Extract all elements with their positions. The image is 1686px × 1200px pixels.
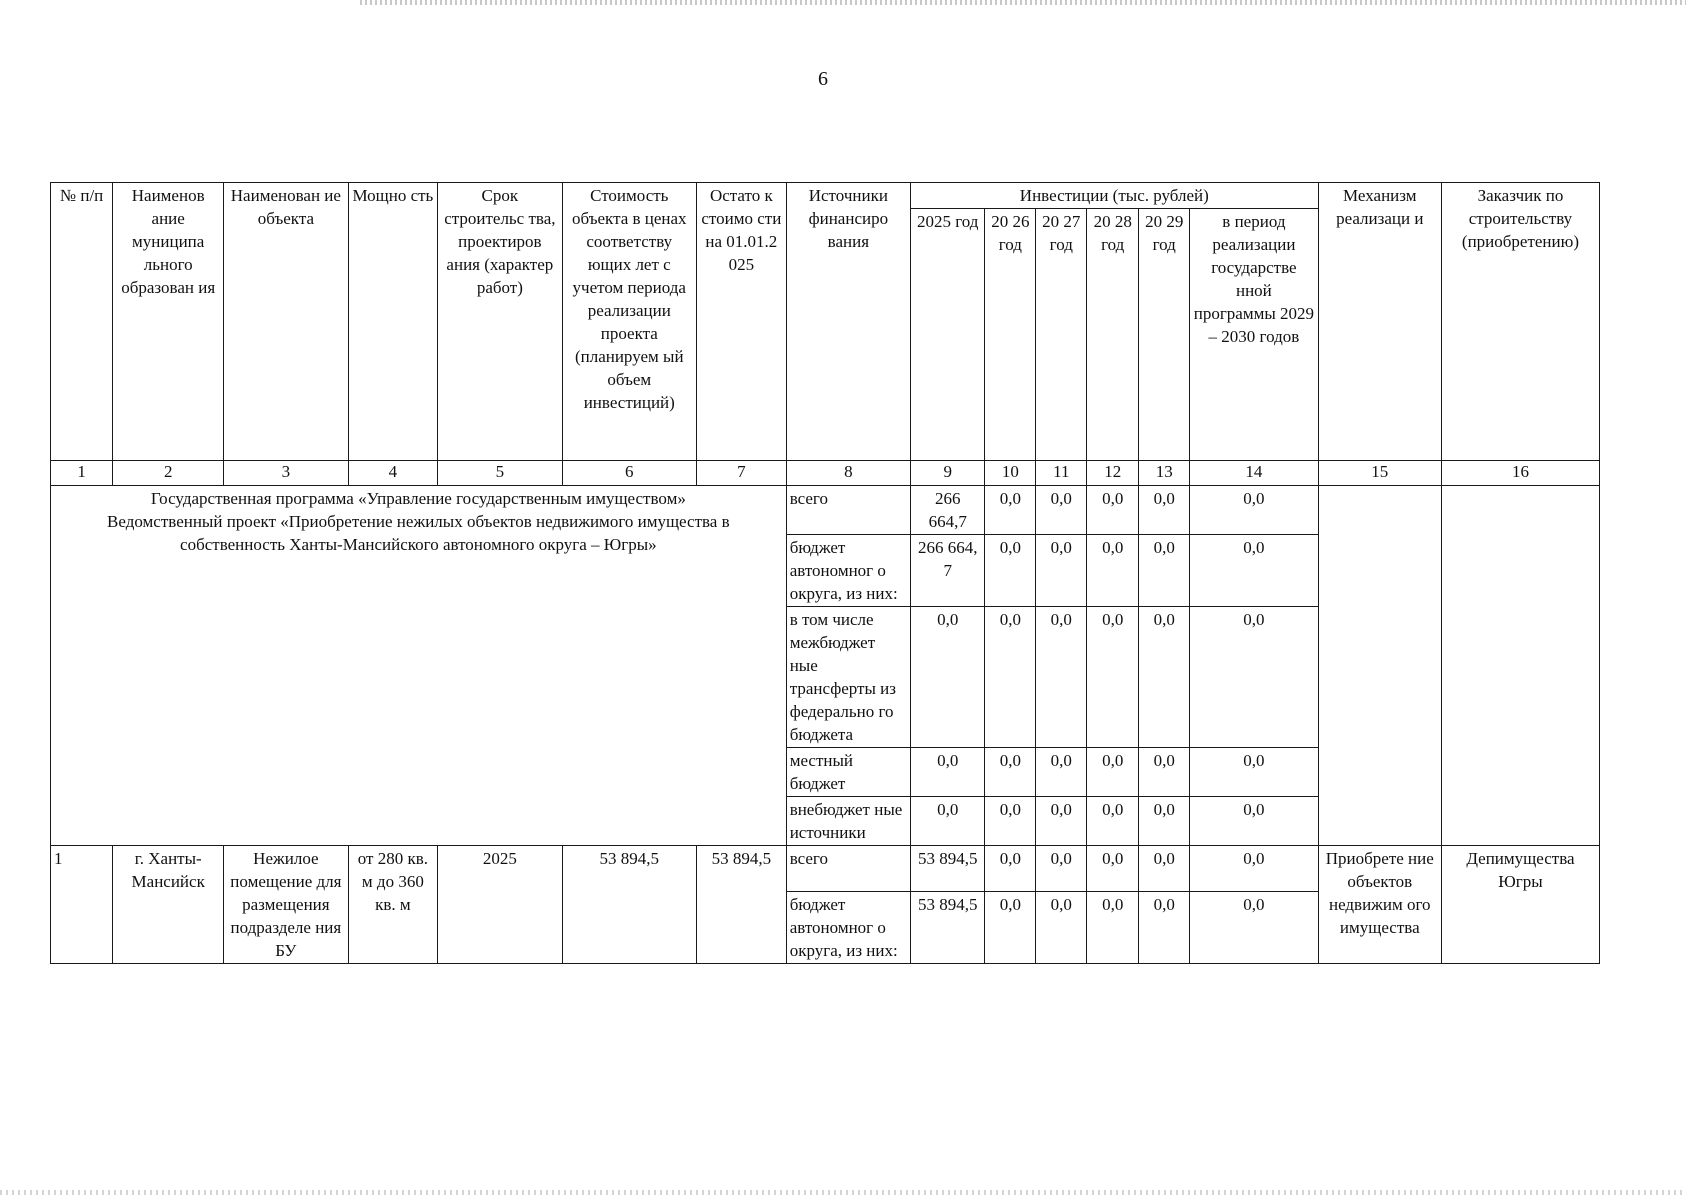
- object-customer: Депимущества Югры: [1441, 846, 1599, 964]
- column-number: 11: [1036, 461, 1087, 486]
- header-cost: Стоимость объекта в ценах соответству ющих лет с учетом периода реализации проекта (планируем ый объем инвестиций): [562, 183, 697, 461]
- object-value: 0,0: [1139, 846, 1190, 892]
- header-sources: Источники финансиро вания: [786, 183, 910, 461]
- object-capacity: от 280 кв. м до 360 кв. м: [348, 846, 438, 964]
- program-value: 0,0: [985, 797, 1036, 846]
- program-value: 0,0: [1036, 607, 1087, 748]
- object-value: 0,0: [1190, 846, 1318, 892]
- header-customer: Заказчик по строительству (приобретению): [1441, 183, 1599, 461]
- program-value: 0,0: [985, 535, 1036, 607]
- column-number: 13: [1139, 461, 1190, 486]
- object-value: 0,0: [985, 846, 1036, 892]
- object-source: всего: [786, 846, 910, 892]
- column-number: 4: [348, 461, 438, 486]
- program-source: в том числе межбюджет ные трансферты из федерально го бюджета: [786, 607, 910, 748]
- program-row: [51, 486, 1600, 535]
- column-number: 15: [1318, 461, 1441, 486]
- program-value: 0,0: [1139, 486, 1190, 535]
- program-value: 0,0: [1087, 797, 1139, 846]
- object-value: 0,0: [1087, 892, 1139, 964]
- scan-edge-top: [360, 0, 1686, 5]
- program-value: 0,0: [985, 748, 1036, 797]
- program-customer-empty: [1441, 486, 1599, 846]
- object-value: 0,0: [985, 892, 1036, 964]
- column-number: 6: [562, 461, 697, 486]
- column-number: 5: [438, 461, 562, 486]
- header-capacity: Мощно сть: [348, 183, 438, 461]
- header-mechanism: Механизм реализаци и: [1318, 183, 1441, 461]
- object-mechanism: Приобрете ние объектов недвижим ого имущества: [1318, 846, 1441, 964]
- page-number: 6: [818, 68, 828, 90]
- program-value: 0,0: [1036, 748, 1087, 797]
- program-value: 266 664,7: [911, 535, 985, 607]
- program-value: 0,0: [1139, 748, 1190, 797]
- program-value: 0,0: [1190, 535, 1318, 607]
- column-number: 1: [51, 461, 113, 486]
- program-value: 0,0: [985, 486, 1036, 535]
- object-number: 1: [51, 846, 113, 964]
- program-value: 0,0: [1190, 486, 1318, 535]
- program-value: 0,0: [1036, 486, 1087, 535]
- header-row: [51, 183, 1600, 209]
- header-object-name: Наименован ие объекта: [224, 183, 348, 461]
- program-value: 0,0: [1087, 607, 1139, 748]
- program-value: 0,0: [1087, 486, 1139, 535]
- program-value: 0,0: [1087, 535, 1139, 607]
- object-name: Нежилое помещение для размещения подразделе ния БУ: [224, 846, 348, 964]
- header-num: № п/п: [51, 183, 113, 461]
- program-value: 0,0: [1036, 797, 1087, 846]
- program-value: 0,0: [1190, 748, 1318, 797]
- program-value: 0,0: [911, 797, 985, 846]
- object-value: 0,0: [1036, 846, 1087, 892]
- object-value: 53 894,5: [911, 846, 985, 892]
- object-cost: 53 894,5: [562, 846, 697, 964]
- program-value: 0,0: [1190, 607, 1318, 748]
- program-value: 0,0: [1139, 535, 1190, 607]
- scan-edge-bottom: [0, 1190, 1686, 1195]
- column-number: 14: [1190, 461, 1318, 486]
- column-number-row: [51, 461, 1600, 486]
- object-term: 2025: [438, 846, 562, 964]
- header-remainder: Остато к стоимо сти на 01.01.2 025: [697, 183, 787, 461]
- object-value: 0,0: [1139, 892, 1190, 964]
- investment-table: [50, 182, 1600, 964]
- header-2027: 20 27 год: [1036, 209, 1087, 461]
- header-investments: Инвестиции (тыс. рублей): [911, 183, 1319, 209]
- object-value: 53 894,5: [911, 892, 985, 964]
- column-number: 9: [911, 461, 985, 486]
- column-number: 3: [224, 461, 348, 486]
- object-value: 0,0: [1087, 846, 1139, 892]
- header-municipality: Наименов ание муниципа льного образован ия: [113, 183, 224, 461]
- program-value: 266 664,7: [911, 486, 985, 535]
- column-number: 7: [697, 461, 787, 486]
- program-value: 0,0: [1190, 797, 1318, 846]
- program-value: 0,0: [1087, 748, 1139, 797]
- program-source: всего: [786, 486, 910, 535]
- program-source: местный бюджет: [786, 748, 910, 797]
- object-row: [51, 846, 1600, 892]
- object-remainder: 53 894,5: [697, 846, 787, 964]
- program-value: 0,0: [1139, 797, 1190, 846]
- program-title: Государственная программа «Управление государственным имуществом»: [150, 489, 686, 508]
- program-value: 0,0: [911, 607, 985, 748]
- object-value: 0,0: [1190, 892, 1318, 964]
- column-number: 12: [1087, 461, 1139, 486]
- object-municipality: г. Ханты-Мансийск: [113, 846, 224, 964]
- header-2025: 2025 год: [911, 209, 985, 461]
- program-value: 0,0: [1036, 535, 1087, 607]
- column-number: 16: [1441, 461, 1599, 486]
- column-number: 2: [113, 461, 224, 486]
- program-mechanism-empty: [1318, 486, 1441, 846]
- column-number: 8: [786, 461, 910, 486]
- header-2029: 20 29 год: [1139, 209, 1190, 461]
- program-value: 0,0: [1139, 607, 1190, 748]
- object-source: бюджет автономног о округа, из них:: [786, 892, 910, 964]
- header-2026: 20 26 год: [985, 209, 1036, 461]
- header-period: в период реализации государстве нной программы 2029 – 2030 годов: [1190, 209, 1318, 461]
- project-title: Ведомственный проект «Приобретение нежилых объектов недвижимого имущества в собственность Ханты-Мансийского автономного округа – Югры»: [107, 512, 730, 554]
- program-source: бюджет автономног о округа, из них:: [786, 535, 910, 607]
- program-value: 0,0: [911, 748, 985, 797]
- column-number: 10: [985, 461, 1036, 486]
- object-value: 0,0: [1036, 892, 1087, 964]
- program-title-cell: [51, 486, 787, 846]
- program-value: 0,0: [985, 607, 1036, 748]
- header-2028: 20 28 год: [1087, 209, 1139, 461]
- program-source: внебюджет ные источники: [786, 797, 910, 846]
- header-term: Срок строительс тва, проектиров ания (характер работ): [438, 183, 562, 461]
